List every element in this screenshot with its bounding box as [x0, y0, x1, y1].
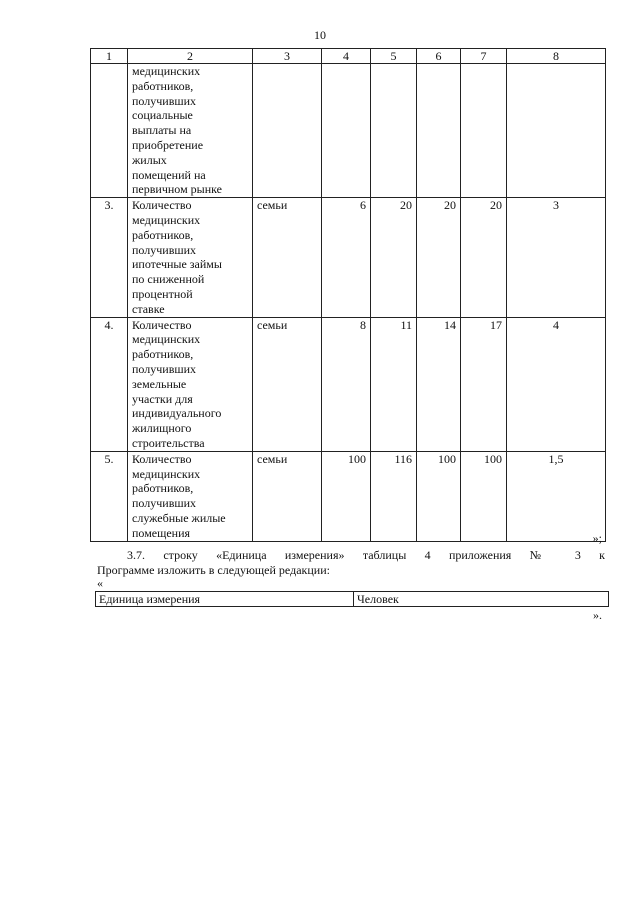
- row-number-cell: [91, 64, 128, 198]
- value-cell: 11: [371, 317, 417, 451]
- indicator-name-line: приобретение: [132, 137, 204, 152]
- indicator-name-line: ставке: [132, 301, 165, 316]
- row-number-cell: 5.: [91, 451, 128, 541]
- header-cell: 5: [371, 49, 417, 64]
- row-number-cell: 3.: [91, 198, 128, 317]
- value-cell: 1,5: [507, 451, 606, 541]
- table-row: [91, 198, 606, 317]
- indicator-name-line: социальные: [132, 108, 193, 123]
- value-cell: 6: [322, 198, 371, 317]
- indicator-name-line: Количество: [132, 317, 192, 332]
- value-cell: 4: [507, 317, 606, 451]
- value-cell: [417, 64, 461, 198]
- value-cell: 3: [507, 198, 606, 317]
- indicator-name-line: жилищного: [132, 421, 192, 436]
- indicator-name-line: первичном рынке: [132, 182, 222, 197]
- value-cell: 20: [417, 198, 461, 317]
- opening-quote: «: [97, 576, 103, 590]
- indicator-name-line: получивших: [132, 242, 197, 257]
- header-cell: 3: [253, 49, 322, 64]
- indicator-name-line: жилых: [132, 152, 167, 167]
- value-cell: 8: [322, 317, 371, 451]
- indicators-table: [90, 48, 606, 542]
- unit-cell: семьи: [253, 451, 322, 541]
- indicator-name-line: служебные жилые: [132, 510, 226, 525]
- indicator-name-cell: [128, 317, 253, 451]
- paragraph-line: Программе изложить в следующей редакции:: [97, 563, 330, 577]
- amendment-paragraph: [97, 548, 605, 578]
- indicator-name-line: медицинских: [132, 332, 201, 347]
- indicator-name-cell: [128, 451, 253, 541]
- indicator-name-line: помещения: [132, 525, 191, 540]
- indicator-name-line: получивших: [132, 361, 197, 376]
- indicator-name-line: работников,: [132, 227, 194, 242]
- value-cell: 100: [322, 451, 371, 541]
- indicator-name-cell: [128, 64, 253, 198]
- unit-table: [95, 591, 609, 607]
- table-row: [91, 451, 606, 541]
- unit-cell: семьи: [253, 317, 322, 451]
- unit-cell: семьи: [253, 198, 322, 317]
- indicator-name-line: выплаты на: [132, 123, 192, 138]
- indicator-name-line: ипотечные займы: [132, 257, 222, 272]
- indicator-name-line: помещений на: [132, 167, 206, 182]
- page-number: 10: [314, 28, 326, 42]
- unit-value-cell: Человек: [354, 592, 609, 607]
- header-cell: 1: [91, 49, 128, 64]
- value-cell: [507, 64, 606, 198]
- header-cell: 8: [507, 49, 606, 64]
- unit-label-cell: Единица измерения: [96, 592, 354, 607]
- indicator-name-line: строительства: [132, 435, 205, 450]
- value-cell: [461, 64, 507, 198]
- indicator-name-line: участки для: [132, 391, 193, 406]
- indicator-name-line: работников,: [132, 481, 194, 496]
- indicator-name-line: индивидуального: [132, 406, 222, 421]
- indicator-name-cell: [128, 198, 253, 317]
- value-cell: 20: [461, 198, 507, 317]
- table-row: [91, 317, 606, 451]
- indicator-name-line: Количество: [132, 198, 192, 213]
- indicator-name-line: по сниженной: [132, 272, 205, 287]
- value-cell: 14: [417, 317, 461, 451]
- paragraph-line: 3.7. строку «Единица измерения» таблицы 4 приложения № 3 к: [127, 548, 605, 562]
- row-number-cell: 4.: [91, 317, 128, 451]
- indicator-name-line: медицинских: [132, 64, 201, 78]
- value-cell: 100: [417, 451, 461, 541]
- indicator-name-line: получивших: [132, 93, 197, 108]
- indicator-name-line: работников,: [132, 78, 194, 93]
- closing-quote: ».: [593, 608, 602, 622]
- value-cell: 17: [461, 317, 507, 451]
- header-cell: 4: [322, 49, 371, 64]
- indicator-name-line: процентной: [132, 286, 193, 301]
- closing-quote: »;: [592, 531, 602, 545]
- table-row: [91, 64, 606, 198]
- unit-cell: [253, 64, 322, 198]
- indicator-name-line: медицинских: [132, 466, 201, 481]
- value-cell: [371, 64, 417, 198]
- value-cell: [322, 64, 371, 198]
- indicator-name-line: Количество: [132, 451, 192, 466]
- indicator-name-line: работников,: [132, 347, 194, 362]
- table-row: [96, 592, 609, 607]
- header-cell: 7: [461, 49, 507, 64]
- indicator-name-line: получивших: [132, 496, 197, 511]
- header-cell: 2: [128, 49, 253, 64]
- table-header-row: [91, 49, 606, 64]
- indicator-name-line: медицинских: [132, 212, 201, 227]
- value-cell: 100: [461, 451, 507, 541]
- indicator-name-line: земельные: [132, 376, 187, 391]
- header-cell: 6: [417, 49, 461, 64]
- value-cell: 116: [371, 451, 417, 541]
- value-cell: 20: [371, 198, 417, 317]
